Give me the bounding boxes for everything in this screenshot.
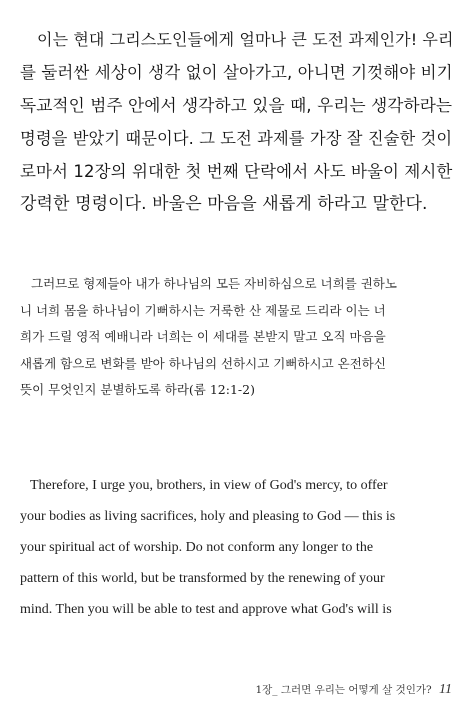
body-paragraph (20, 23, 455, 221)
quote-line: 새롭게 함으로 변화를 받아 하나님의 선하시고 기뻐하시고 온전하신 (20, 355, 386, 371)
english-scripture-quote (20, 470, 455, 625)
running-header-chapter: 1장_ 그러면 우리는 어떻게 살 것인가? (255, 684, 432, 696)
english-line: your spiritual act of worship. Do not conform any longer to the (20, 540, 374, 555)
quote-line: 뜻이 무엇인지 분별하도록 하라(롬 12:1-2) (20, 382, 255, 397)
korean-scripture-quote (20, 271, 455, 404)
body-line: 독교적인 범주 안에서 생각하고 있을 때, 우리는 생각하라는 (20, 96, 453, 115)
english-line: mind. Then you will be able to test and approve what God's will is (20, 602, 392, 617)
quote-line: 그러므로 형제들아 내가 하나님의 모든 자비하심으로 너희를 권하노 (31, 276, 397, 291)
english-line: Therefore, I urge you, brothers, in view of God's mercy, to offer (30, 478, 388, 493)
body-line: 이는 현대 그리스도인들에게 얼마나 큰 도전 과제인가! 우리 (37, 30, 454, 49)
body-line: 로마서 12장의 위대한 첫 번째 단락에서 사도 바울이 제시한 (20, 162, 453, 181)
quote-line: 니 너희 몸을 하나님이 기뻐하시는 거룩한 산 제물로 드리라 이는 너 (20, 302, 386, 318)
quote-line: 희가 드릴 영적 예배니라 너희는 이 세대를 본받지 말고 오직 마음을 (20, 329, 386, 344)
body-line: 를 둘러싼 세상이 생각 없이 살아가고, 아니면 기껏해야 비기 (20, 63, 453, 82)
page-number: 11 (439, 682, 452, 697)
body-line: 명령을 받았기 때문이다. 그 도전 과제를 가장 잘 진술한 것이 (20, 129, 453, 148)
english-line: your bodies as living sacrifices, holy and pleasing to God — this is (20, 509, 396, 524)
english-line: pattern of this world, but be transformed by the renewing of your (20, 571, 385, 586)
body-line: 강력한 명령이다. 바울은 마음을 새롭게 하라고 말한다. (20, 194, 428, 214)
page-footer (255, 682, 452, 698)
